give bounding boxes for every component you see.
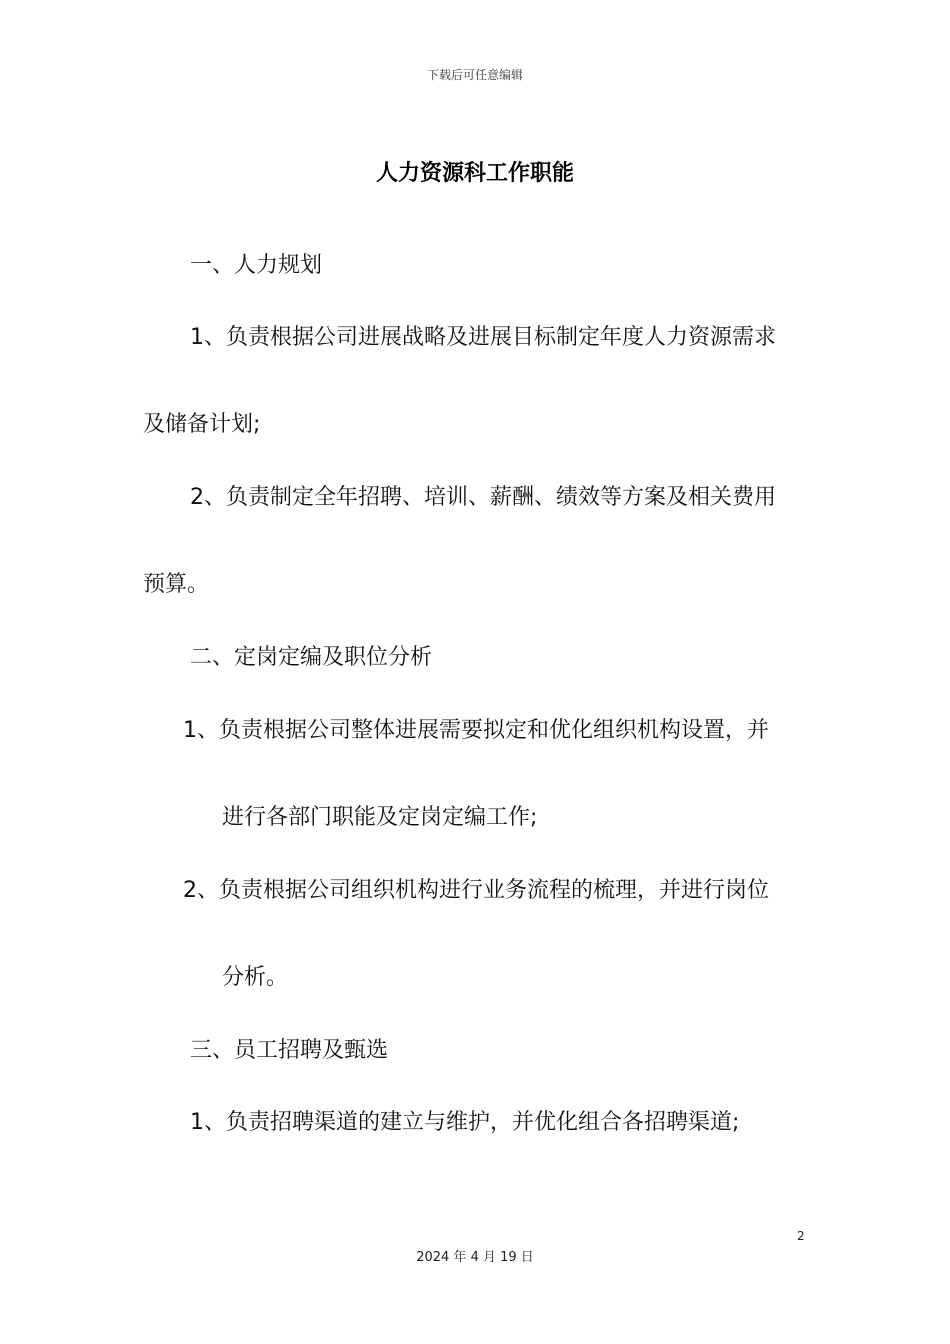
list-item-line: 预算。 bbox=[143, 572, 210, 597]
list-item-line: 2、负责制定全年招聘、培训、薪酬、绩效等方案及相关费用 bbox=[190, 485, 776, 510]
list-item-line: 1、负责根据公司整体进展需要拟定和优化组织机构设置，并 bbox=[183, 718, 769, 743]
list-item-line: 1、负责根据公司进展战略及进展目标制定年度人力资源需求 bbox=[190, 325, 776, 350]
section-heading: 二、定岗定编及职位分析 bbox=[190, 645, 433, 670]
footer-date: 2024 年 4 月 19 日 bbox=[416, 1250, 534, 1265]
list-item-line: 及储备计划; bbox=[143, 412, 261, 437]
list-item-line: 2、负责根据公司组织机构进行业务流程的梳理，并进行岗位 bbox=[183, 878, 769, 903]
header-note: 下载后可任意编辑 bbox=[426, 68, 523, 82]
list-item-line: 分析。 bbox=[222, 965, 289, 990]
list-item-line: 进行各部门职能及定岗定编工作; bbox=[222, 805, 538, 830]
list-item-line: 1、负责招聘渠道的建立与维护，并优化组合各招聘渠道; bbox=[190, 1110, 740, 1135]
section-heading: 三、员工招聘及甄选 bbox=[190, 1038, 389, 1063]
page-number: 2 bbox=[797, 1229, 805, 1243]
section-heading: 一、人力规划 bbox=[190, 253, 323, 278]
page-title: 人力资源科工作职能 bbox=[375, 161, 574, 186]
